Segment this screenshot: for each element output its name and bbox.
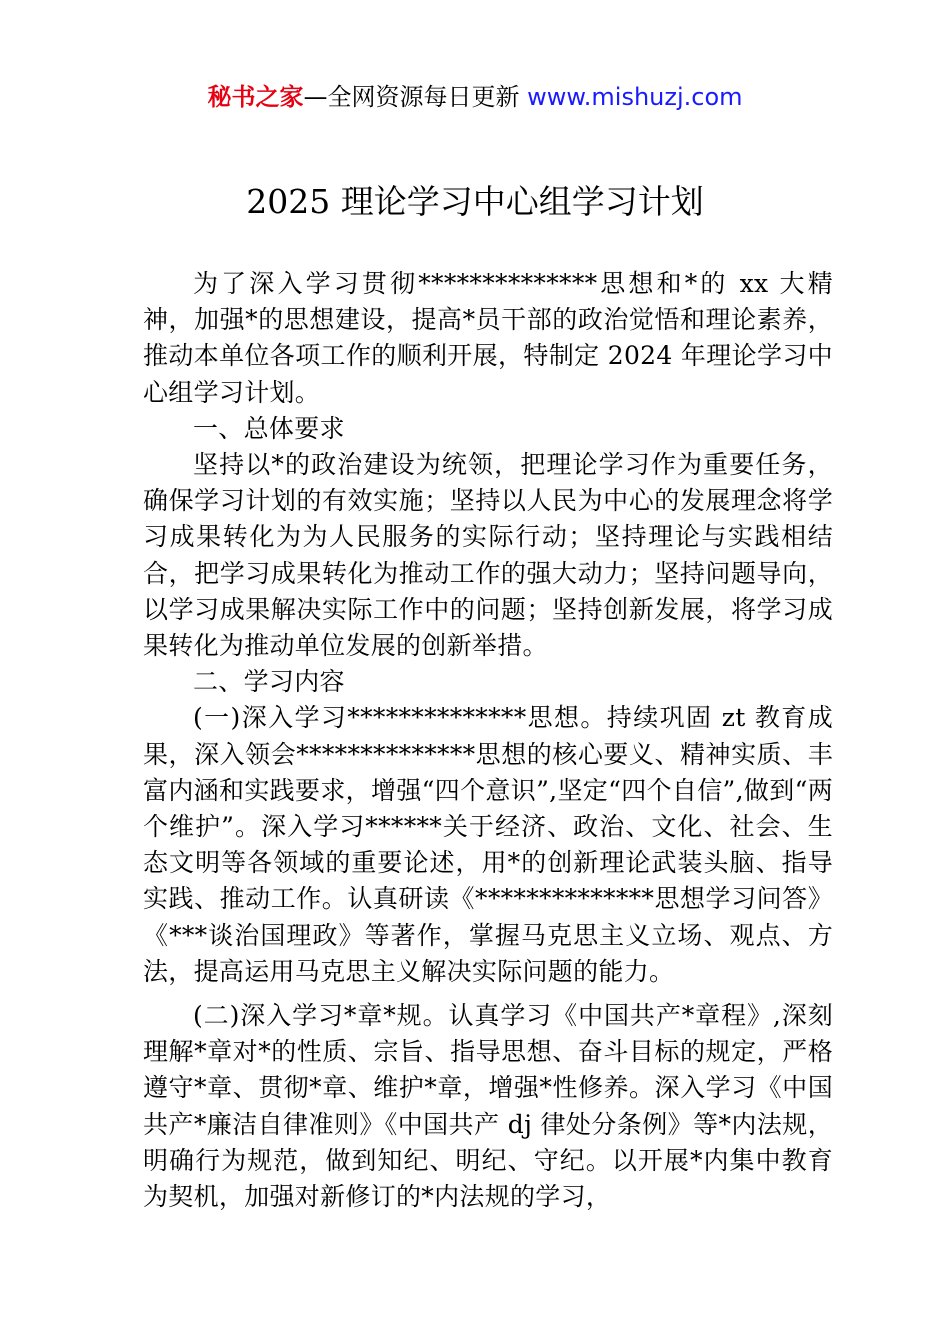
section-heading-general-requirements: 一、总体要求 (193, 413, 345, 443)
site-brand: 秘书之家 (207, 83, 304, 111)
intro-paragraph: 为了深入学习贯彻**************思想和*的 xx 大精神，加强*的思想建设，提高*员干部的政治觉悟和理论素养，推动本单位各项工作的顺利开展，特制定 2024 年理论学习中心组学习计划。 (143, 269, 833, 407)
document-title: 2025 理论学习中心组学习计划 (246, 182, 704, 221)
site-tagline: —全网资源每日更新 (303, 83, 528, 111)
study-content-item-2: (二)深入学习*章*规。认真学习《中国共产*章程》,深刻理解*章对*的性质、宗旨、指导思想、奋斗目标的规定，严格遵守*章、贯彻*章、维护*章，增强*性修养。深入学习《中国共产*廉洁自律准则》《中国共产 dj 律处分条例》等*内法规，明确行为规范，做到知纪、明纪、守纪。以开展*内集中教育为契机，加强对新修订的*内法规的学习， (143, 1001, 833, 1212)
site-header (0, 80, 950, 114)
general-requirements-paragraph: 坚持以*的政治建设为统领，把理论学习作为重要任务，确保学习计划的有效实施；坚持以人民为中心的发展理念将学习成果转化为为人民服务的实际行动；坚持理论与实践相结合，把学习成果转化为推动工作的强大动力；坚持问题导向，以学习成果解决实际工作中的问题；坚持创新发展，将学习成果转化为推动单位发展的创新举措。 (143, 450, 833, 661)
document-body (143, 266, 833, 1215)
study-content-item-1: (一)深入学习**************思想。持续巩固 zt 教育成果，深入领会**************思想的核心要义、精神实质、丰富内涵和实践要求，增强“四个意识”,坚定“四个自信”,做到“两个维护”。深入学习******关于经济、政治、文化、社会、生态文明等各领域的重要论述，用*的创新理论武装头脑、指导实践、推动工作。认真研读《**************思想学习问答》《***谈治国理政》等著作，掌握马克思主义立场、观点、方法，提高运用马克思主义解决实际问题的能力。 (143, 703, 833, 986)
site-url-link[interactable]: www.mishuzj.com (527, 83, 743, 111)
section-heading-study-content: 二、学习内容 (193, 667, 345, 697)
